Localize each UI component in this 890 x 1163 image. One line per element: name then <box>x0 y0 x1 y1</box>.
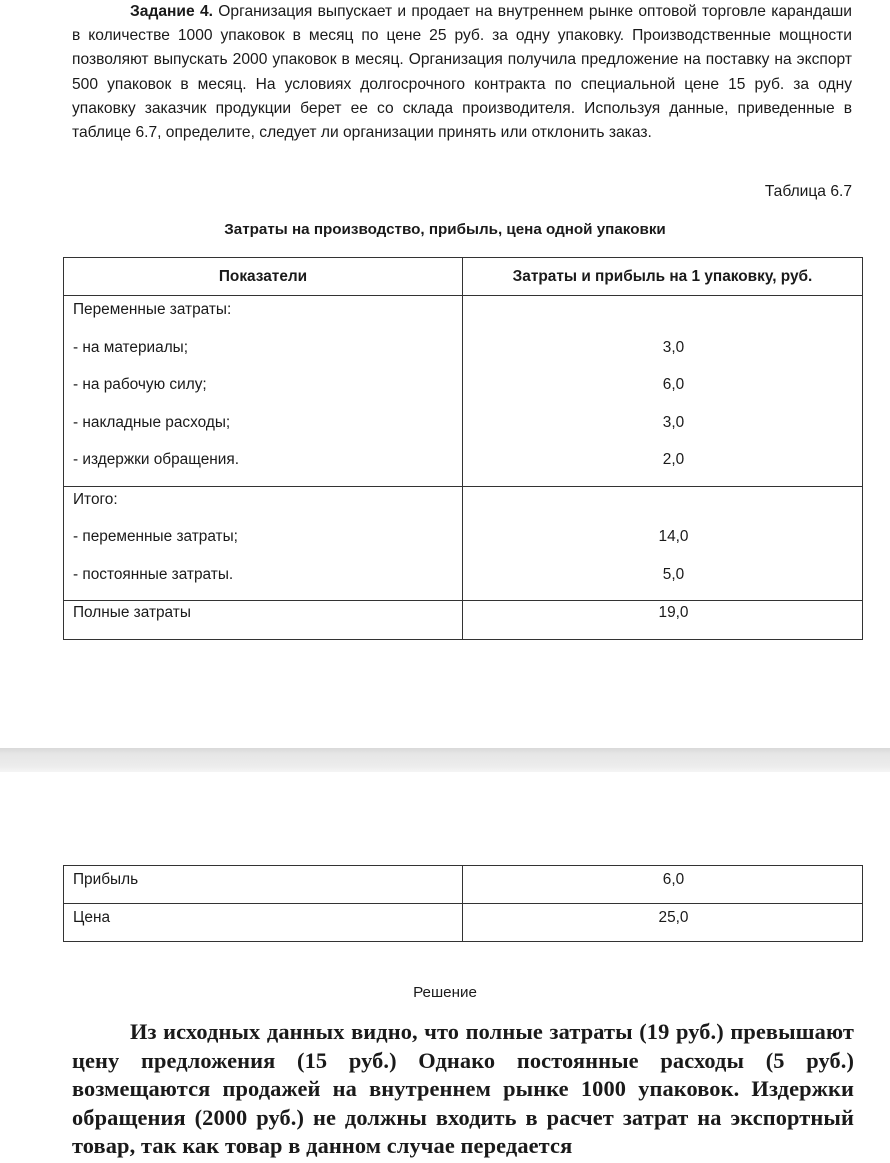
row-value: 6,0 <box>662 376 685 393</box>
row-label: - переменные затраты; <box>73 528 238 545</box>
table-header-row <box>64 258 863 296</box>
row-label: Итого: <box>73 490 118 508</box>
row-label: - накладные расходы; <box>73 413 231 431</box>
row-label: Переменные затраты: <box>73 301 232 318</box>
header-indicators: Показатели <box>64 258 463 296</box>
row-label: Полные затраты <box>73 604 191 621</box>
table-title: Затраты на производство, прибыль, цена одной упаковки <box>224 221 666 238</box>
row-label: - издержки обращения. <box>73 451 239 468</box>
row-value: 3,0 <box>662 413 685 431</box>
row-value: 6,0 <box>463 866 863 904</box>
solution-title: Решение <box>413 984 477 1001</box>
row-value <box>463 298 862 336</box>
row-value: 25,0 <box>463 904 863 942</box>
header-costs: Затраты и прибыль на 1 упаковку, руб. <box>463 258 863 296</box>
table-caption: Таблица 6.7 <box>764 183 852 200</box>
task-text: Организация выпускает и продает на внутреннем рынке оптовой торговле карандаши в количестве 1000 упаковок в месяц по цене 25 руб. за одну упаковку. Производственные мощности позволяют выпускать 2000 упаковок в месяц. Организация получила предложение на поставку на экспорт 500 упаковок в месяц. На условиях долгосрочного контракта по специальной цене 15 руб. за одну упаковку заказчик продукции берет ее со склада производителя. Используя данные, приведенные в таблице 6.7, определите, следует ли организации принять или отклонить заказ. <box>72 3 852 142</box>
row-label: - постоянные затраты. <box>73 565 234 583</box>
costs-table-continued <box>63 865 863 942</box>
table-row <box>64 486 863 601</box>
task-label: Задание 4. <box>130 3 213 20</box>
table-row <box>64 904 863 942</box>
row-value: 19,0 <box>658 604 689 621</box>
solution-paragraph: Из исходных данных видно, что полные затраты (19 руб.) превышают цену предложения (15 руб.) Однако постоянные расходы (5 руб.) возмещаются продажей на внутреннем рынке 1000 упаковок. Издержки обращения (2000 руб.) не должны входить в расчет затрат на экспортный товар, так как товар в данном случае передается <box>72 1019 854 1159</box>
task-paragraph <box>72 0 852 145</box>
row-label: Цена <box>64 904 463 942</box>
row-label: - на рабочую силу; <box>73 376 207 393</box>
row-value: 2,0 <box>662 451 685 468</box>
row-value: 5,0 <box>662 565 685 583</box>
page-gap <box>0 748 890 772</box>
row-label: Прибыль <box>64 866 463 904</box>
table-row <box>64 296 863 487</box>
row-value: 14,0 <box>658 528 689 545</box>
table-row <box>64 601 863 640</box>
costs-table <box>63 257 863 640</box>
row-value <box>463 488 862 526</box>
row-label: - на материалы; <box>73 338 189 356</box>
table-row <box>64 866 863 904</box>
row-value: 3,0 <box>662 338 685 356</box>
